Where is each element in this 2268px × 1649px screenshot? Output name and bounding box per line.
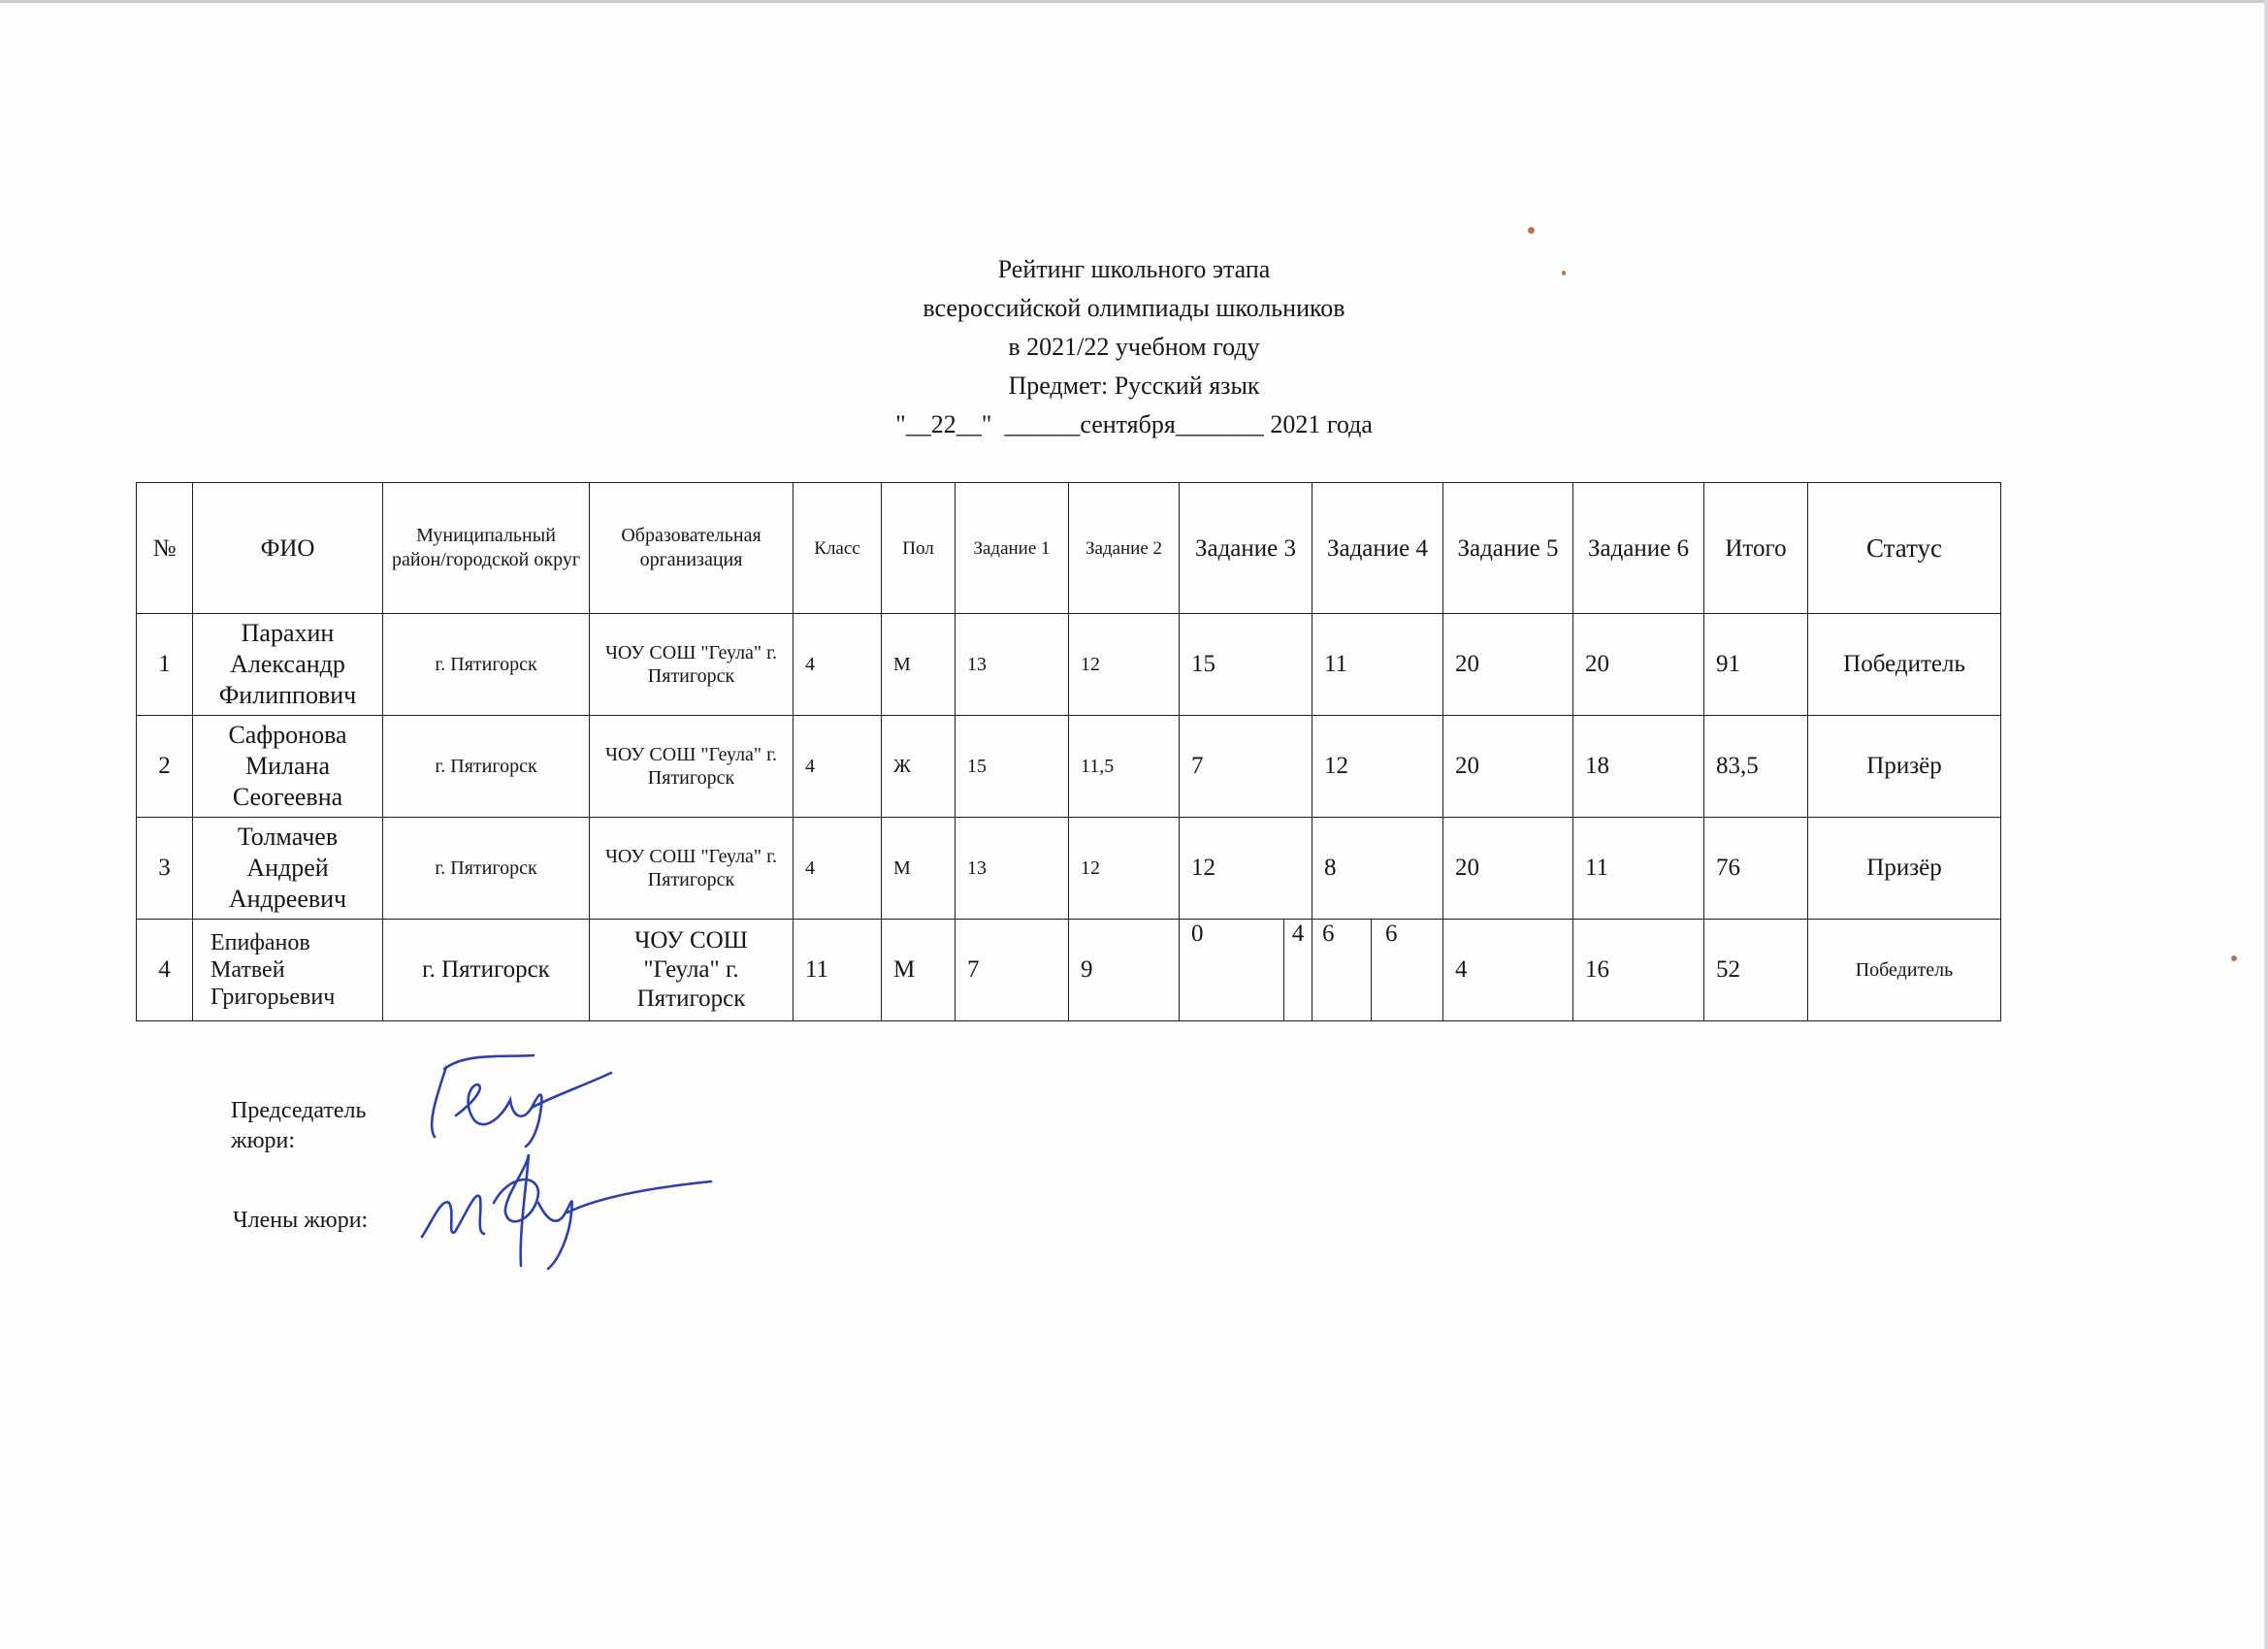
table-row — [137, 614, 2001, 716]
members-signature — [412, 1145, 723, 1280]
column-header-status: Статус — [1808, 483, 2001, 614]
cell-total: 76 — [1704, 818, 1808, 920]
cell-organization: ЧОУ СОШ "Геула" г. Пятигорск — [590, 716, 794, 818]
cell-grade: 11 — [794, 920, 882, 1021]
cell-status: Победитель — [1808, 920, 2001, 1021]
cell-task-4 — [1312, 920, 1443, 1021]
cell-task-3-part-b: 4 — [1283, 920, 1312, 1020]
header-title: Рейтинг школьного этапа — [997, 255, 1271, 283]
cell-grade: 4 — [794, 614, 882, 716]
cell-district: г. Пятигорск — [383, 818, 590, 920]
column-header-task-5: Задание 5 — [1443, 483, 1573, 614]
cell-total: 52 — [1704, 920, 1808, 1021]
column-header-task-4: Задание 4 — [1312, 483, 1443, 614]
cell-grade: 4 — [794, 716, 882, 818]
cell-task-2: 12 — [1069, 614, 1180, 716]
cell-task-6: 16 — [1573, 920, 1704, 1021]
cell-task-1: 7 — [956, 920, 1069, 1021]
column-header-task-2: Задание 2 — [1069, 483, 1180, 614]
column-header-grade: Класс — [794, 483, 882, 614]
cell-district: г. Пятигорск — [383, 716, 590, 818]
cell-gender: Ж — [882, 716, 956, 818]
cell-fio: Сафронова Милана Сеогеевна — [193, 716, 383, 818]
cell-task-5: 20 — [1443, 818, 1573, 920]
cell-task-1: 13 — [956, 614, 1069, 716]
column-header-task-6: Задание 6 — [1573, 483, 1704, 614]
table-row — [137, 920, 2001, 1021]
document-header — [0, 250, 2268, 444]
cell-status: Призёр — [1808, 716, 2001, 818]
cell-task-2: 11,5 — [1069, 716, 1180, 818]
header-subject: Предмет: Русский язык — [1008, 372, 1260, 400]
cell-organization: ЧОУ СОШ "Геула" г. Пятигорск — [590, 818, 794, 920]
cell-task-5: 4 — [1443, 920, 1573, 1021]
cell-task-5: 20 — [1443, 614, 1573, 716]
header-date: "__22__" ______сентября_______ 2021 года — [895, 410, 1373, 438]
cell-task-3: 15 — [1180, 614, 1312, 716]
cell-task-2: 9 — [1069, 920, 1180, 1021]
cell-total: 83,5 — [1704, 716, 1808, 818]
scan-speck — [1528, 227, 1535, 234]
cell-fio: Толмачев Андрей Андреевич — [193, 818, 383, 920]
cell-task-4-part-a: 6 — [1322, 921, 1335, 947]
cell-task-6: 11 — [1573, 818, 1704, 920]
cell-task-1: 15 — [956, 716, 1069, 818]
cell-task-5: 20 — [1443, 716, 1573, 818]
column-header-gender: Пол — [882, 483, 956, 614]
table-row — [137, 716, 2001, 818]
cell-task-2: 12 — [1069, 818, 1180, 920]
cell-task-4: 8 — [1312, 818, 1443, 920]
chair-signature — [417, 1048, 631, 1154]
cell-fio: Епифанов Матвей Григорьевич — [193, 920, 383, 1021]
cell-status: Победитель — [1808, 614, 2001, 716]
column-header-number: № — [137, 483, 193, 614]
cell-task-3 — [1180, 920, 1312, 1021]
header-subtitle: всероссийской олимпиады школьников — [923, 294, 1345, 322]
cell-gender: М — [882, 614, 956, 716]
chair-label: Председатель жюри: — [231, 1098, 367, 1153]
cell-gender: М — [882, 920, 956, 1021]
scan-speck — [2231, 955, 2237, 961]
cell-task-6: 18 — [1573, 716, 1704, 818]
cell-number: 1 — [137, 614, 193, 716]
scan-edge — [2264, 0, 2268, 1649]
cell-gender: М — [882, 818, 956, 920]
cell-number: 3 — [137, 818, 193, 920]
column-header-district: Муниципальный район/городской округ — [383, 483, 590, 614]
rating-table — [136, 482, 2001, 1021]
header-year: в 2021/22 учебном году — [1008, 333, 1260, 361]
table-row — [137, 818, 2001, 920]
cell-task-3: 7 — [1180, 716, 1312, 818]
column-header-task-1: Задание 1 — [956, 483, 1069, 614]
cell-district: г. Пятигорск — [383, 920, 590, 1021]
column-header-total: Итого — [1704, 483, 1808, 614]
cell-task-3: 12 — [1180, 818, 1312, 920]
cell-fio: Парахин Александр Филиппович — [193, 614, 383, 716]
column-header-organization: Образовательная организация — [590, 483, 794, 614]
cell-task-4-part-b: 6 — [1371, 920, 1442, 1020]
cell-task-6: 20 — [1573, 614, 1704, 716]
cell-organization: ЧОУ СОШ "Геула" г. Пятигорск — [590, 920, 794, 1021]
cell-status: Призёр — [1808, 818, 2001, 920]
table-header-row — [137, 483, 2001, 614]
cell-task-4: 11 — [1312, 614, 1443, 716]
cell-organization: ЧОУ СОШ "Геула" г. Пятигорск — [590, 614, 794, 716]
cell-number: 4 — [137, 920, 193, 1021]
column-header-task-3: Задание 3 — [1180, 483, 1312, 614]
cell-total: 91 — [1704, 614, 1808, 716]
cell-district: г. Пятигорск — [383, 614, 590, 716]
column-header-fio: ФИО — [193, 483, 383, 614]
members-label: Члены жюри: — [233, 1208, 369, 1233]
cell-task-3-part-a: 0 — [1191, 921, 1204, 947]
cell-task-4: 12 — [1312, 716, 1443, 818]
cell-number: 2 — [137, 716, 193, 818]
cell-task-1: 13 — [956, 818, 1069, 920]
cell-grade: 4 — [794, 818, 882, 920]
scan-edge — [0, 0, 2268, 3]
